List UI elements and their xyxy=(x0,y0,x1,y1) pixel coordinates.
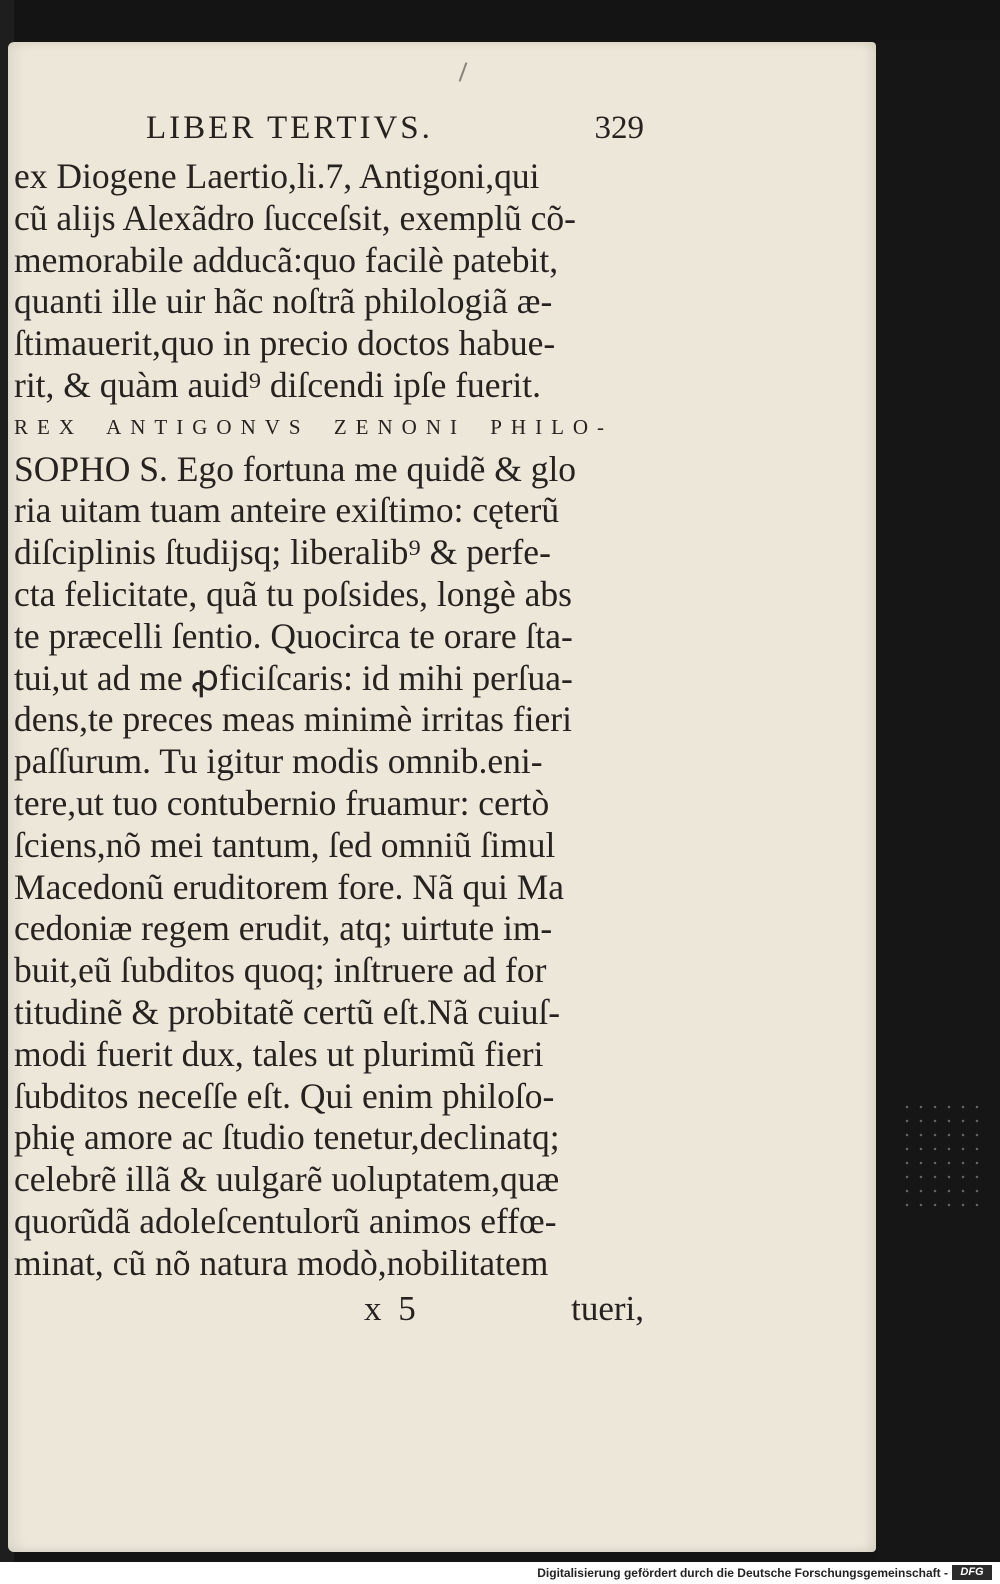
text-line: tui,ut ad me ꝓficiſcaris: id mihi perſua- xyxy=(14,657,573,698)
text-line: ex Diogene Laertio,li.7, Antigoni,qui xyxy=(14,156,540,196)
page-text-block xyxy=(14,110,644,1333)
text-line: modi fuerit dux, tales ut plurimũ fieri xyxy=(14,1033,544,1074)
text-line: ria uitam tuam anteire exiſtimo: cęterũ xyxy=(14,490,560,531)
page-number: 329 xyxy=(594,110,644,146)
page-footer xyxy=(14,1289,644,1333)
text-line: buit,eũ ſubditos quoq; inſtruere ad for xyxy=(14,950,547,991)
text-line: Macedonũ eruditorem fore. Nã qui Ma xyxy=(14,866,565,907)
text-line: rit, & quàm auid⁹ diſcendi ipſe fuerit. xyxy=(14,364,541,405)
text-line: celebrẽ illã & uulgarẽ uoluptatem,quæ xyxy=(14,1159,560,1200)
text-line: cũ alijs Alexãdro ſucceſsit, exemplũ cõ- xyxy=(14,197,576,238)
text-line: ſubditos neceſſe eſt. Qui enim philoſo- xyxy=(14,1075,555,1116)
text-line: ſtimauerit,quo in precio doctos habue- xyxy=(14,323,556,364)
text-line: titudinẽ & probitatẽ certũ eſt.Nã cuiuſ- xyxy=(14,991,561,1032)
dfg-logo-icon: DFG xyxy=(952,1565,992,1580)
letter-heading: REX ANTIGONVS ZENONI PHILO- xyxy=(14,414,614,439)
digitization-credit: Digitalisierung gefördert durch die Deutsche Forschungsgemeinschaft - xyxy=(537,1566,948,1580)
text-line: ſciens,nõ mei tantum, ſed omniũ ſimul xyxy=(14,824,556,865)
text-line: minat, cũ nõ natura modò,nobilitatem xyxy=(14,1242,549,1283)
text-line: cta felicitate, quã tu poſsides, longè abs xyxy=(14,573,572,614)
signature-mark: x 5 xyxy=(364,1288,420,1328)
text-line: memorabile adducã:quo facilè patebit, xyxy=(14,239,559,280)
text-line: dens,te preces meas minimè irritas fieri xyxy=(14,699,572,740)
color-target-dots xyxy=(900,1100,980,1210)
text-line: phię amore ac ſtudio tenetur,declinatq; xyxy=(14,1117,560,1158)
running-head: LIBER TERTIVS. xyxy=(146,110,433,146)
text-line: te præcelli ſentio. Quocirca te orare ſta- xyxy=(14,615,573,656)
text-line: quanti ille uir hãc noſtrã philologiã æ- xyxy=(14,281,553,322)
catchword: tueri, xyxy=(571,1288,644,1328)
text-line: cedoniæ regem erudit, atq; uirtute im- xyxy=(14,908,553,949)
dark-background xyxy=(876,40,1000,1560)
text-line: paſſurum. Tu igitur modis omnib.eni- xyxy=(14,741,543,782)
text-line: diſciplinis ſtudijsq; liberalib⁹ & perfe- xyxy=(14,532,551,573)
page-header xyxy=(14,110,644,154)
text-line: quorũdã adoleſcentulorũ animos effœ- xyxy=(14,1200,557,1241)
text-line: SOPHO S. Ego fortuna me quidẽ & glo xyxy=(14,448,577,489)
text-line: tere,ut tuo contubernio fruamur: certò xyxy=(14,782,550,823)
